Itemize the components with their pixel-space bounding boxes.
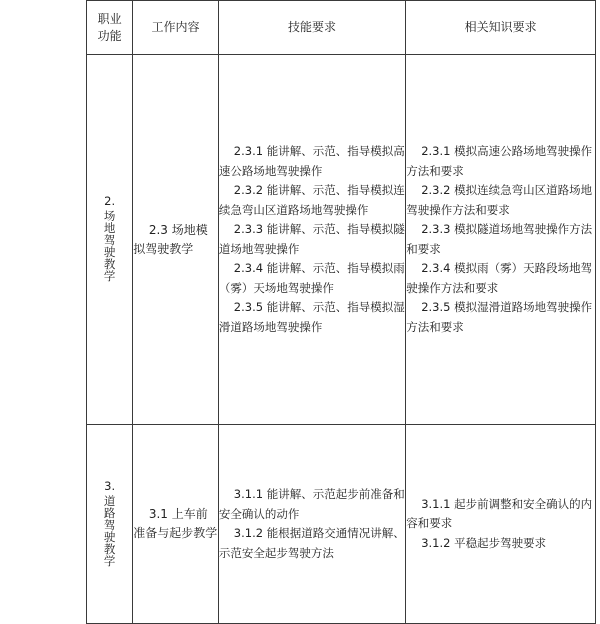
skill-item: 2.3.3 能讲解、示范、指导模拟隧道场地驾驶操作 xyxy=(218,222,405,256)
function-number: 3. xyxy=(104,478,116,493)
function-number: 2. xyxy=(104,194,116,208)
knowledge-item: 2.3.4 模拟雨（雾）天路段场地驾驶操作方法和要求 xyxy=(406,261,593,295)
skill-item: 2.3.5 能讲解、示范、指导模拟湿滑道路场地驾驶操作 xyxy=(218,300,405,334)
header-knowledge-requirements: 相关知识要求 xyxy=(406,1,596,55)
knowledge-cell xyxy=(406,425,596,624)
skill-item: 3.1.1 能讲解、示范起步前准备和安全确认的动作 xyxy=(218,487,405,521)
table-header-row xyxy=(87,1,596,55)
function-cell xyxy=(87,425,133,624)
skill-item: 2.3.1 能讲解、示范、指导模拟高速公路场地驾驶操作 xyxy=(218,144,405,178)
work-content-text xyxy=(133,221,218,259)
skill-item: 2.3.4 能讲解、示范、指导模拟雨（雾）天场地驾驶操作 xyxy=(218,261,405,295)
work-number: 3.1 xyxy=(148,507,168,521)
header-col1-line2: 功能 xyxy=(97,28,122,43)
page-edge xyxy=(596,0,600,624)
skill-item: 3.1.2 能根据道路交通情况讲解、示范安全起步驾驶方法 xyxy=(218,526,405,560)
header-col1-line1: 职业 xyxy=(97,11,122,26)
function-cell xyxy=(87,55,133,425)
function-name: 场地驾驶教学 xyxy=(102,210,117,282)
knowledge-item: 2.3.2 模拟连续急弯山区道路场地驾驶操作方法和要求 xyxy=(406,183,593,217)
knowledge-item: 3.1.2 平稳起步驾驶要求 xyxy=(421,535,547,550)
header-skill-requirements: 技能要求 xyxy=(218,1,405,55)
function-name: 道路驾驶教学 xyxy=(102,494,117,567)
knowledge-item: 2.3.3 模拟隧道场地驾驶操作方法和要求 xyxy=(406,222,593,256)
header-occupational-function xyxy=(87,1,133,55)
work-name: 场地模拟驾驶教学 xyxy=(133,222,208,256)
table-row xyxy=(87,425,596,624)
knowledge-item: 2.3.5 模拟湿滑道路场地驾驶操作方法和要求 xyxy=(406,300,593,334)
knowledge-cell xyxy=(406,55,596,425)
work-content-text xyxy=(133,505,218,543)
work-content-cell xyxy=(133,55,219,425)
work-content-cell xyxy=(133,425,219,624)
skill-item: 2.3.2 能讲解、示范、指导模拟连续急弯山区道路场地驾驶操作 xyxy=(218,183,405,217)
table-row xyxy=(87,55,596,425)
skills-cell xyxy=(218,425,405,624)
knowledge-item: 3.1.1 起步前调整和安全确认的内容和要求 xyxy=(406,496,593,531)
header-work-content: 工作内容 xyxy=(133,1,219,55)
skills-standard-table xyxy=(86,0,596,624)
work-number: 2.3 xyxy=(148,222,168,237)
work-name: 上车前准备与起步教学 xyxy=(133,507,218,540)
knowledge-item: 2.3.1 模拟高速公路场地驾驶操作方法和要求 xyxy=(406,144,593,178)
skills-cell xyxy=(218,55,405,425)
